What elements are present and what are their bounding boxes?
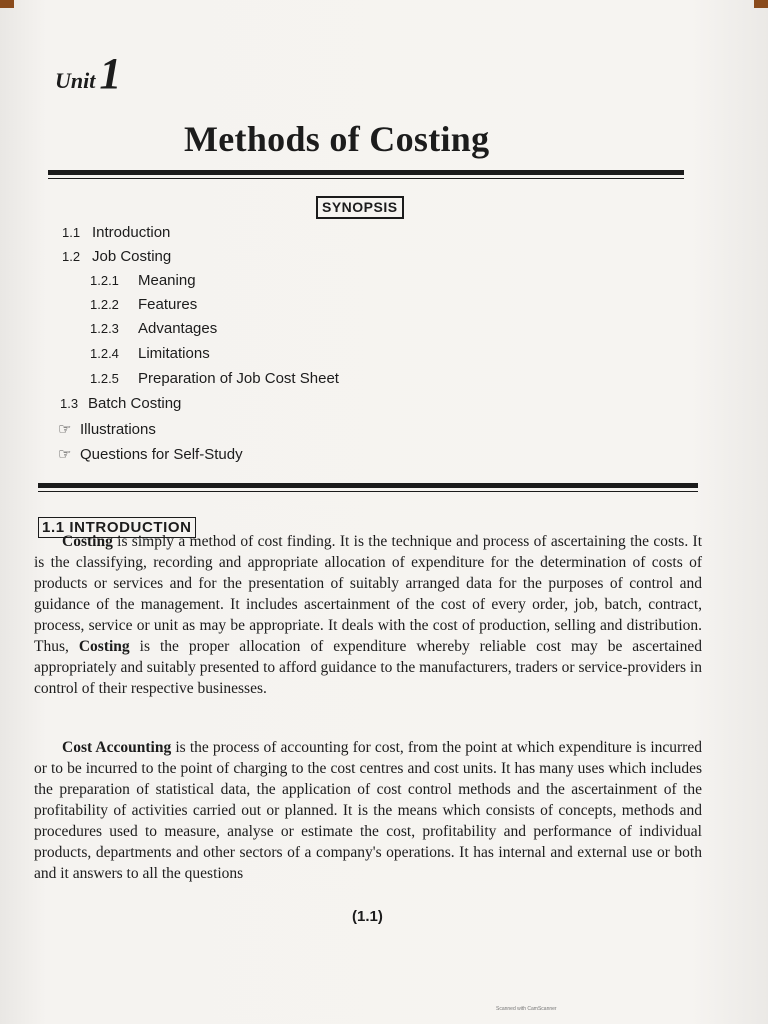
toc-number: 1.2 (62, 249, 81, 264)
paragraph-text: is the process of accounting for cost, from the point at which expenditure is incurred or to be incurred to the point of charging to the cost centres and cost units. It has many uses which includes the preparation of statistical data, the application of cost control methods and the ascertainment of the profitability of activities carried out or planned. It is the means which consists of concepts, methods and procedures used to measure, analyse or estimate the cost, profitability and performance of individual products, departments and other sectors of a company's operations. It has internal and external use or both and it answers to all the questions (34, 739, 702, 882)
toc-item (58, 420, 156, 438)
synopsis-rule-thin (38, 491, 698, 492)
toc-item (90, 320, 217, 337)
toc-number: 1.2.5 (90, 371, 119, 386)
toc-label: Introduction (92, 224, 171, 241)
toc-number: 1.3 (60, 396, 79, 411)
synopsis-rule-thick (38, 483, 698, 488)
term-cost-accounting: Cost Accounting (62, 739, 172, 756)
unit-label (55, 48, 121, 99)
toc-item (58, 445, 243, 463)
page-number: (1.1) (352, 908, 383, 925)
synopsis-heading: SYNOPSIS (316, 196, 404, 219)
paragraph-text: is simply a method of cost finding. It is the technique and process of ascertaining the costs. It is the classifying, recording and appropriate allocation of expenditure for the determination of costs of products or services and for the presentation of suitably arranged data for the purposes of control and guidance of the management. It includes ascertainment of the cost of every order, job, batch, contract, process, service or unit as may be appropriate. It deals with the cost of production, selling and distribution. Thus, (34, 533, 702, 655)
toc-label: Illustrations (80, 421, 156, 438)
page-title: Methods of Costing (184, 119, 490, 159)
scanner-watermark: Scanned with CamScanner (496, 1006, 557, 1012)
toc-item (90, 345, 210, 362)
toc-item (60, 395, 181, 412)
corner-mark-right (754, 0, 768, 8)
title-rule-thick (48, 170, 684, 175)
unit-word: Unit (55, 68, 96, 93)
toc-item (90, 296, 197, 313)
term-costing: Costing (62, 533, 113, 550)
toc-number: 1.2.1 (90, 273, 119, 288)
toc-number: 1.1 (62, 225, 81, 240)
paragraph-costing (34, 531, 702, 699)
section-heading: 1.1 INTRODUCTION (38, 517, 196, 538)
toc-label: Features (138, 296, 198, 313)
toc-item (90, 370, 339, 387)
toc-item (62, 224, 170, 241)
toc-label: Job Costing (92, 248, 172, 265)
corner-mark-left (0, 0, 14, 8)
toc-number: 1.2.3 (90, 321, 119, 336)
unit-number: 1 (99, 49, 122, 98)
toc-label: Advantages (138, 320, 218, 337)
toc-label: Limitations (138, 345, 210, 362)
toc-label: Meaning (138, 272, 196, 289)
paragraph-cost-accounting (34, 737, 702, 884)
term-costing-2: Costing (78, 638, 130, 655)
toc-label: Questions for Self-Study (80, 446, 243, 463)
paragraph-text: is the proper allocation of expenditure whereby reliable cost may be ascertained appropriately and suitably presented to afford guidance to the manufacturers, traders or service-providers in control of their respective businesses. (34, 638, 702, 697)
toc-item (62, 248, 171, 265)
toc-label: Batch Costing (88, 395, 182, 412)
toc-item (90, 272, 196, 289)
toc-label: Preparation of Job Cost Sheet (138, 370, 339, 387)
toc-number: 1.2.4 (90, 346, 119, 361)
title-rule-thin (48, 178, 684, 179)
pointing-hand-icon: ☞ (58, 421, 72, 438)
pointing-hand-icon: ☞ (58, 446, 72, 463)
toc-number: 1.2.2 (90, 297, 119, 312)
